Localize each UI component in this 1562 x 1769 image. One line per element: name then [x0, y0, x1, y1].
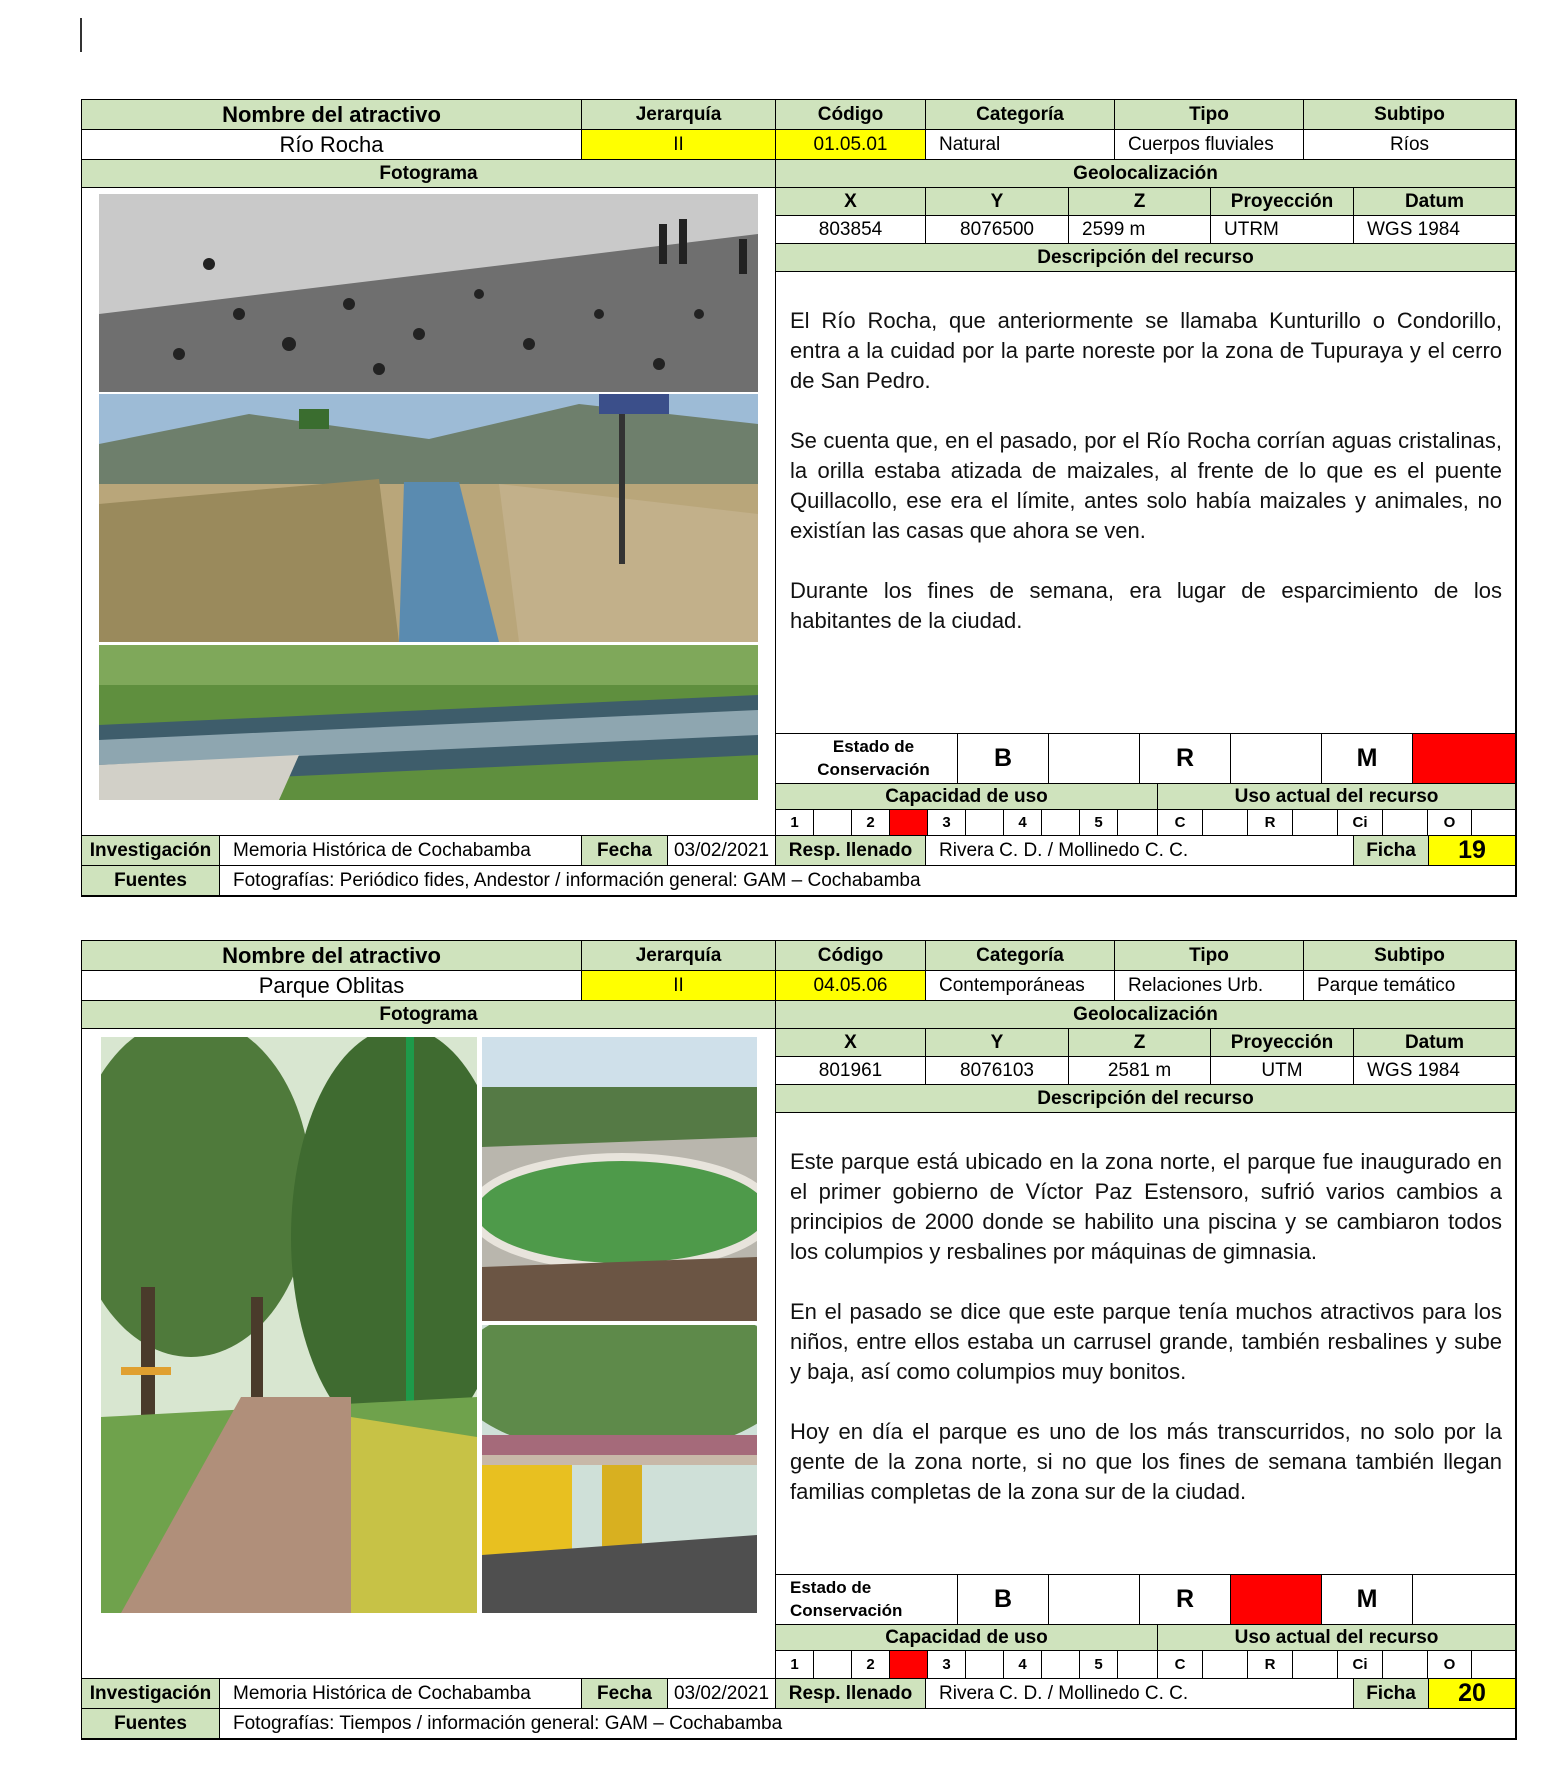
descripcion-text	[776, 272, 1516, 734]
value-jerarquia: II	[582, 130, 776, 160]
uso-r-box	[1293, 1651, 1338, 1679]
uso-c-box	[1203, 1651, 1248, 1679]
label-fuentes: Fuentes	[82, 866, 220, 896]
estado-m-box	[1413, 1575, 1516, 1625]
geo-z: 2599 m	[1069, 216, 1211, 244]
value-resp: Rivera C. D. / Mollinedo C. C.	[926, 1679, 1354, 1709]
header-descripcion: Descripción del recurso	[776, 244, 1516, 272]
header-datum: Datum	[1354, 1029, 1516, 1057]
estado-r-box-marked	[1231, 1575, 1322, 1625]
header-uso-actual: Uso actual del recurso	[1158, 1625, 1516, 1651]
value-categoria: Contemporáneas	[926, 971, 1115, 1001]
cap-3-box	[966, 1651, 1004, 1679]
photo-park-path	[101, 1037, 477, 1613]
header-capacidad: Capacidad de uso	[776, 784, 1158, 810]
cap-5-label: 5	[1080, 810, 1118, 836]
label-estado: Estado de Conservación	[776, 734, 958, 784]
header-x: X	[776, 1029, 926, 1057]
header-proyeccion: Proyección	[1211, 188, 1354, 216]
label-fuentes: Fuentes	[82, 1709, 220, 1739]
cap-4-label: 4	[1004, 810, 1042, 836]
cap-3-label: 3	[928, 810, 966, 836]
header-fotograma: Fotograma	[82, 1001, 776, 1029]
estado-m-box-marked	[1413, 734, 1516, 784]
cap-1-box	[814, 810, 852, 836]
header-datum: Datum	[1354, 188, 1516, 216]
uso-ci-box	[1383, 810, 1428, 836]
uso-o-label: O	[1428, 1651, 1472, 1679]
header-uso-actual: Uso actual del recurso	[1158, 784, 1516, 810]
value-ficha: 19	[1429, 836, 1516, 866]
header-y: Y	[926, 1029, 1069, 1057]
header-subtipo: Subtipo	[1304, 941, 1516, 971]
uso-ci-box	[1383, 1651, 1428, 1679]
descripcion-text	[776, 1113, 1516, 1575]
value-fuentes: Fotografías: Periódico fides, Andestor / información general: GAM – Cochabamba	[220, 866, 1516, 896]
geo-datum: WGS 1984	[1354, 1057, 1516, 1085]
ficha-card-parque-oblitas	[81, 940, 1517, 1740]
geo-y: 8076500	[926, 216, 1069, 244]
estado-b-label: B	[958, 734, 1049, 784]
value-codigo: 01.05.01	[776, 130, 926, 160]
value-fuentes: Fotografías: Tiempos / información general: GAM – Cochabamba	[220, 1709, 1516, 1739]
geo-x: 803854	[776, 216, 926, 244]
estado-r-label: R	[1140, 1575, 1231, 1625]
header-tipo: Tipo	[1115, 100, 1304, 130]
label-resp: Resp. llenado	[776, 836, 926, 866]
uso-ci-label: Ci	[1338, 810, 1383, 836]
value-jerarquia: II	[582, 971, 776, 1001]
uso-r-label: R	[1248, 810, 1293, 836]
photo-park-pool	[482, 1037, 757, 1321]
cap-4-label: 4	[1004, 1651, 1042, 1679]
estado-m-label: M	[1322, 1575, 1413, 1625]
cap-2-label: 2	[852, 1651, 890, 1679]
header-tipo: Tipo	[1115, 941, 1304, 971]
geo-x: 801961	[776, 1057, 926, 1085]
geo-proyeccion: UTRM	[1211, 216, 1354, 244]
header-jerarquia: Jerarquía	[582, 941, 776, 971]
cap-4-box	[1042, 1651, 1080, 1679]
header-categoria: Categoría	[926, 100, 1115, 130]
header-subtipo: Subtipo	[1304, 100, 1516, 130]
photo-historic-bathers	[99, 194, 758, 392]
descripcion-paragraph: En el pasado se dice que este parque tenía muchos atractivos para los niños, entre ellos estaba un carrusel grande, también resbalines y sube y baja, así como columpios muy bonitos.	[790, 1299, 1502, 1384]
cap-2-label: 2	[852, 810, 890, 836]
header-nombre: Nombre del atractivo	[82, 100, 582, 130]
ficha-card-rio-rocha	[81, 99, 1517, 897]
cap-2-box-marked	[890, 1651, 928, 1679]
photo-river-green	[99, 645, 758, 800]
header-nombre: Nombre del atractivo	[82, 941, 582, 971]
estado-r-box	[1231, 734, 1322, 784]
value-fecha: 03/02/2021	[668, 836, 776, 866]
descripcion-paragraph: Este parque está ubicado en la zona norte, el parque fue inaugurado en el primer gobierno de Víctor Paz Estensoro, sufrió varios cambios a principios de 2000 donde se habilito una piscina y se cambiaron todos los columpios y resbalines por máquinas de gimnasia.	[790, 1149, 1502, 1264]
geo-proyeccion: UTM	[1211, 1057, 1354, 1085]
label-fecha: Fecha	[582, 836, 668, 866]
header-codigo: Código	[776, 941, 926, 971]
uso-o-label: O	[1428, 810, 1472, 836]
value-ficha: 20	[1429, 1679, 1516, 1709]
cap-5-box	[1118, 1651, 1158, 1679]
text-cursor	[80, 18, 82, 52]
uso-o-box	[1472, 810, 1516, 836]
photo-park-bridge	[482, 1325, 757, 1613]
label-investigacion: Investigación	[82, 1679, 220, 1709]
label-investigacion: Investigación	[82, 836, 220, 866]
header-categoria: Categoría	[926, 941, 1115, 971]
label-fecha: Fecha	[582, 1679, 668, 1709]
header-proyeccion: Proyección	[1211, 1029, 1354, 1057]
uso-ci-label: Ci	[1338, 1651, 1383, 1679]
cap-3-label: 3	[928, 1651, 966, 1679]
value-tipo: Cuerpos fluviales	[1115, 130, 1304, 160]
value-investigacion: Memoria Histórica de Cochabamba	[220, 1679, 582, 1709]
cap-1-label: 1	[776, 1651, 814, 1679]
estado-b-label: B	[958, 1575, 1049, 1625]
descripcion-paragraph: Durante los fines de semana, era lugar de esparcimiento de los habitantes de la ciudad.	[790, 578, 1502, 633]
descripcion-paragraph: Hoy en día el parque es uno de los más transcurridos, no solo por la gente de la zona norte, si no que los fines de semana también llegan familias completas de la zona sur de la ciudad.	[790, 1419, 1502, 1504]
photo-river-channel	[99, 394, 758, 642]
descripcion-paragraph: Se cuenta que, en el pasado, por el Río Rocha corrían aguas cristalinas, la orilla estaba atizada de maizales, al frente de lo que es el puente Quillacollo, ese era el límite, antes solo había maizales y animales, no existían las casas que ahora se ven.	[790, 428, 1502, 543]
value-resp: Rivera C. D. / Mollinedo C. C.	[926, 836, 1354, 866]
header-jerarquia: Jerarquía	[582, 100, 776, 130]
uso-r-box	[1293, 810, 1338, 836]
value-tipo: Relaciones Urb.	[1115, 971, 1304, 1001]
cap-5-box	[1118, 810, 1158, 836]
value-codigo: 04.05.06	[776, 971, 926, 1001]
header-geolocalizacion: Geolocalización	[776, 160, 1516, 188]
value-investigacion: Memoria Histórica de Cochabamba	[220, 836, 582, 866]
label-resp: Resp. llenado	[776, 1679, 926, 1709]
geo-z: 2581 m	[1069, 1057, 1211, 1085]
value-subtipo: Ríos	[1304, 130, 1516, 160]
header-capacidad: Capacidad de uso	[776, 1625, 1158, 1651]
header-z: Z	[1069, 188, 1211, 216]
cap-5-label: 5	[1080, 1651, 1118, 1679]
geo-datum: WGS 1984	[1354, 216, 1516, 244]
header-fotograma: Fotograma	[82, 160, 776, 188]
header-y: Y	[926, 188, 1069, 216]
value-nombre: Río Rocha	[82, 130, 582, 160]
descripcion-paragraph: El Río Rocha, que anteriormente se llamaba Kunturillo o Condorillo, entra a la cuidad por la parte noreste por la zona de Tupuraya y el cerro de San Pedro.	[790, 308, 1502, 393]
header-codigo: Código	[776, 100, 926, 130]
value-categoria: Natural	[926, 130, 1115, 160]
estado-m-label: M	[1322, 734, 1413, 784]
header-z: Z	[1069, 1029, 1211, 1057]
value-fecha: 03/02/2021	[668, 1679, 776, 1709]
label-estado: Estado de Conservación	[776, 1575, 958, 1625]
uso-r-label: R	[1248, 1651, 1293, 1679]
header-geolocalizacion: Geolocalización	[776, 1001, 1516, 1029]
value-subtipo: Parque temático	[1304, 971, 1516, 1001]
header-descripcion: Descripción del recurso	[776, 1085, 1516, 1113]
header-x: X	[776, 188, 926, 216]
uso-c-box	[1203, 810, 1248, 836]
estado-b-box	[1049, 1575, 1140, 1625]
estado-b-box	[1049, 734, 1140, 784]
estado-r-label: R	[1140, 734, 1231, 784]
uso-c-label: C	[1158, 1651, 1203, 1679]
label-ficha: Ficha	[1354, 836, 1429, 866]
cap-2-box-marked	[890, 810, 928, 836]
cap-4-box	[1042, 810, 1080, 836]
value-nombre: Parque Oblitas	[82, 971, 582, 1001]
geo-y: 8076103	[926, 1057, 1069, 1085]
cap-1-label: 1	[776, 810, 814, 836]
uso-c-label: C	[1158, 810, 1203, 836]
cap-1-box	[814, 1651, 852, 1679]
uso-o-box	[1472, 1651, 1516, 1679]
cap-3-box	[966, 810, 1004, 836]
label-ficha: Ficha	[1354, 1679, 1429, 1709]
